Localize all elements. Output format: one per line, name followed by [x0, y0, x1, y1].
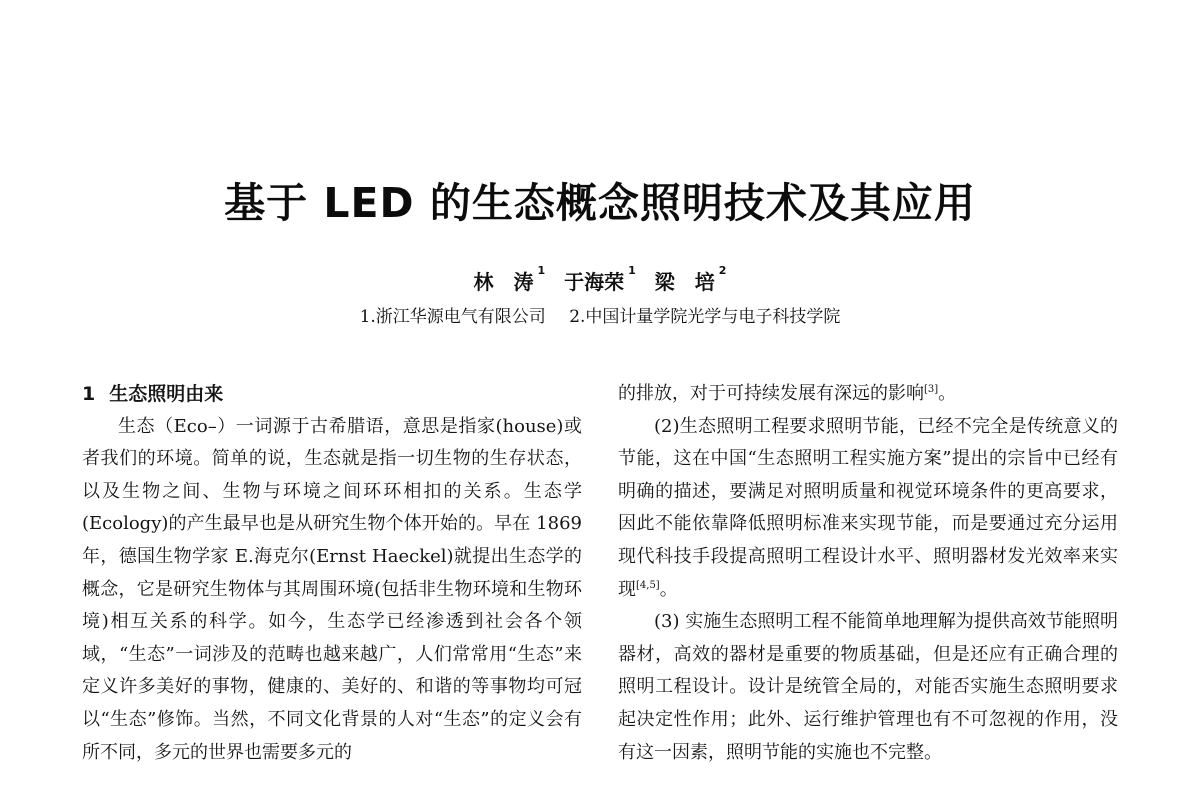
citation-ref: [4,5]	[636, 579, 660, 591]
right-column	[618, 378, 1118, 769]
author-name: 林 涛	[473, 270, 534, 294]
paper-title: 基于 LED 的生态概念照明技术及其应用	[224, 179, 976, 227]
affiliation-1: 1.浙江华源电气有限公司	[359, 307, 546, 327]
body-paragraph: 生态（Eco–）一词源于古希腊语，意思是指家(house)或者我们的环境。简单的说，生态就是指一切生物的生存状态，以及生物之间、生物与环境之间环环相扣的关系。生态学(Ecology)的产生最早也是从研究生物个体开始的。早在 1869 年，德国生物学家 E.海克尔(Ernst Haeckel)就提出生态学的概念，它是研究生物体与其周围环境(包括非生物环境和生物环境)相互关系的科学。如今，生态学已经渗透到社会各个领域，“生态”一词涉及的范畴也越来越广，人们常常用“生态”来定义许多美好的事物，健康的、美好的、和谐的等事物均可冠以“生态”修饰。当然，不同文化背景的人对“生态”的定义会有所不同，多元的世界也需要多元的	[82, 415, 582, 763]
continued-paragraph	[618, 378, 1118, 411]
affiliation-marker: 1	[628, 264, 636, 277]
author-list	[0, 266, 1200, 295]
section-number: 1	[82, 383, 96, 405]
author-2	[564, 266, 636, 295]
citation-ref: [3]	[924, 384, 939, 395]
section-heading	[82, 378, 582, 411]
paragraph-text: (2)生态照明工程要求照明节能，已经不完全是传统意义的节能，这在中国“生态照明工程实施方案”提出的宗旨中已经有明确的描述，要满足对照明质量和视觉环境条件的更高要求，因此不能依靠降低照明标准来实现节能，而是要通过充分运用现代科技手段提高照明工程设计水平、照明器材发光效率来实现	[618, 415, 1118, 600]
paragraph-end: 。	[659, 578, 678, 600]
author-1	[474, 266, 546, 295]
author-3	[655, 266, 727, 295]
affiliation-marker: 2	[718, 264, 727, 277]
paragraph-end: 。	[938, 383, 957, 404]
author-name: 梁 培	[654, 270, 715, 294]
section-title: 生态照明由来	[109, 383, 224, 405]
body-paragraph-2	[618, 411, 1118, 607]
author-name: 于海荣	[564, 270, 625, 294]
affiliation-marker: 1	[537, 264, 546, 277]
left-column	[82, 378, 582, 769]
body-paragraph-3: (3) 实施生态照明工程不能简单地理解为提供高效节能照明器材，高效的器材是重要的物质基础，但是还应有正确合理的照明工程设计。设计是统管全局的，对能否实施生态照明要求起决定性作用；此外、运行维护管理也有不可忽视的作用，没有这一因素，照明节能的实施也不完整。	[618, 611, 1118, 763]
affiliations	[0, 302, 1200, 327]
affiliation-2: 2.中国计量学院光学与电子科技学院	[569, 307, 841, 327]
paragraph-text: 的排放，对于可持续发展有深远的影响	[618, 383, 924, 404]
